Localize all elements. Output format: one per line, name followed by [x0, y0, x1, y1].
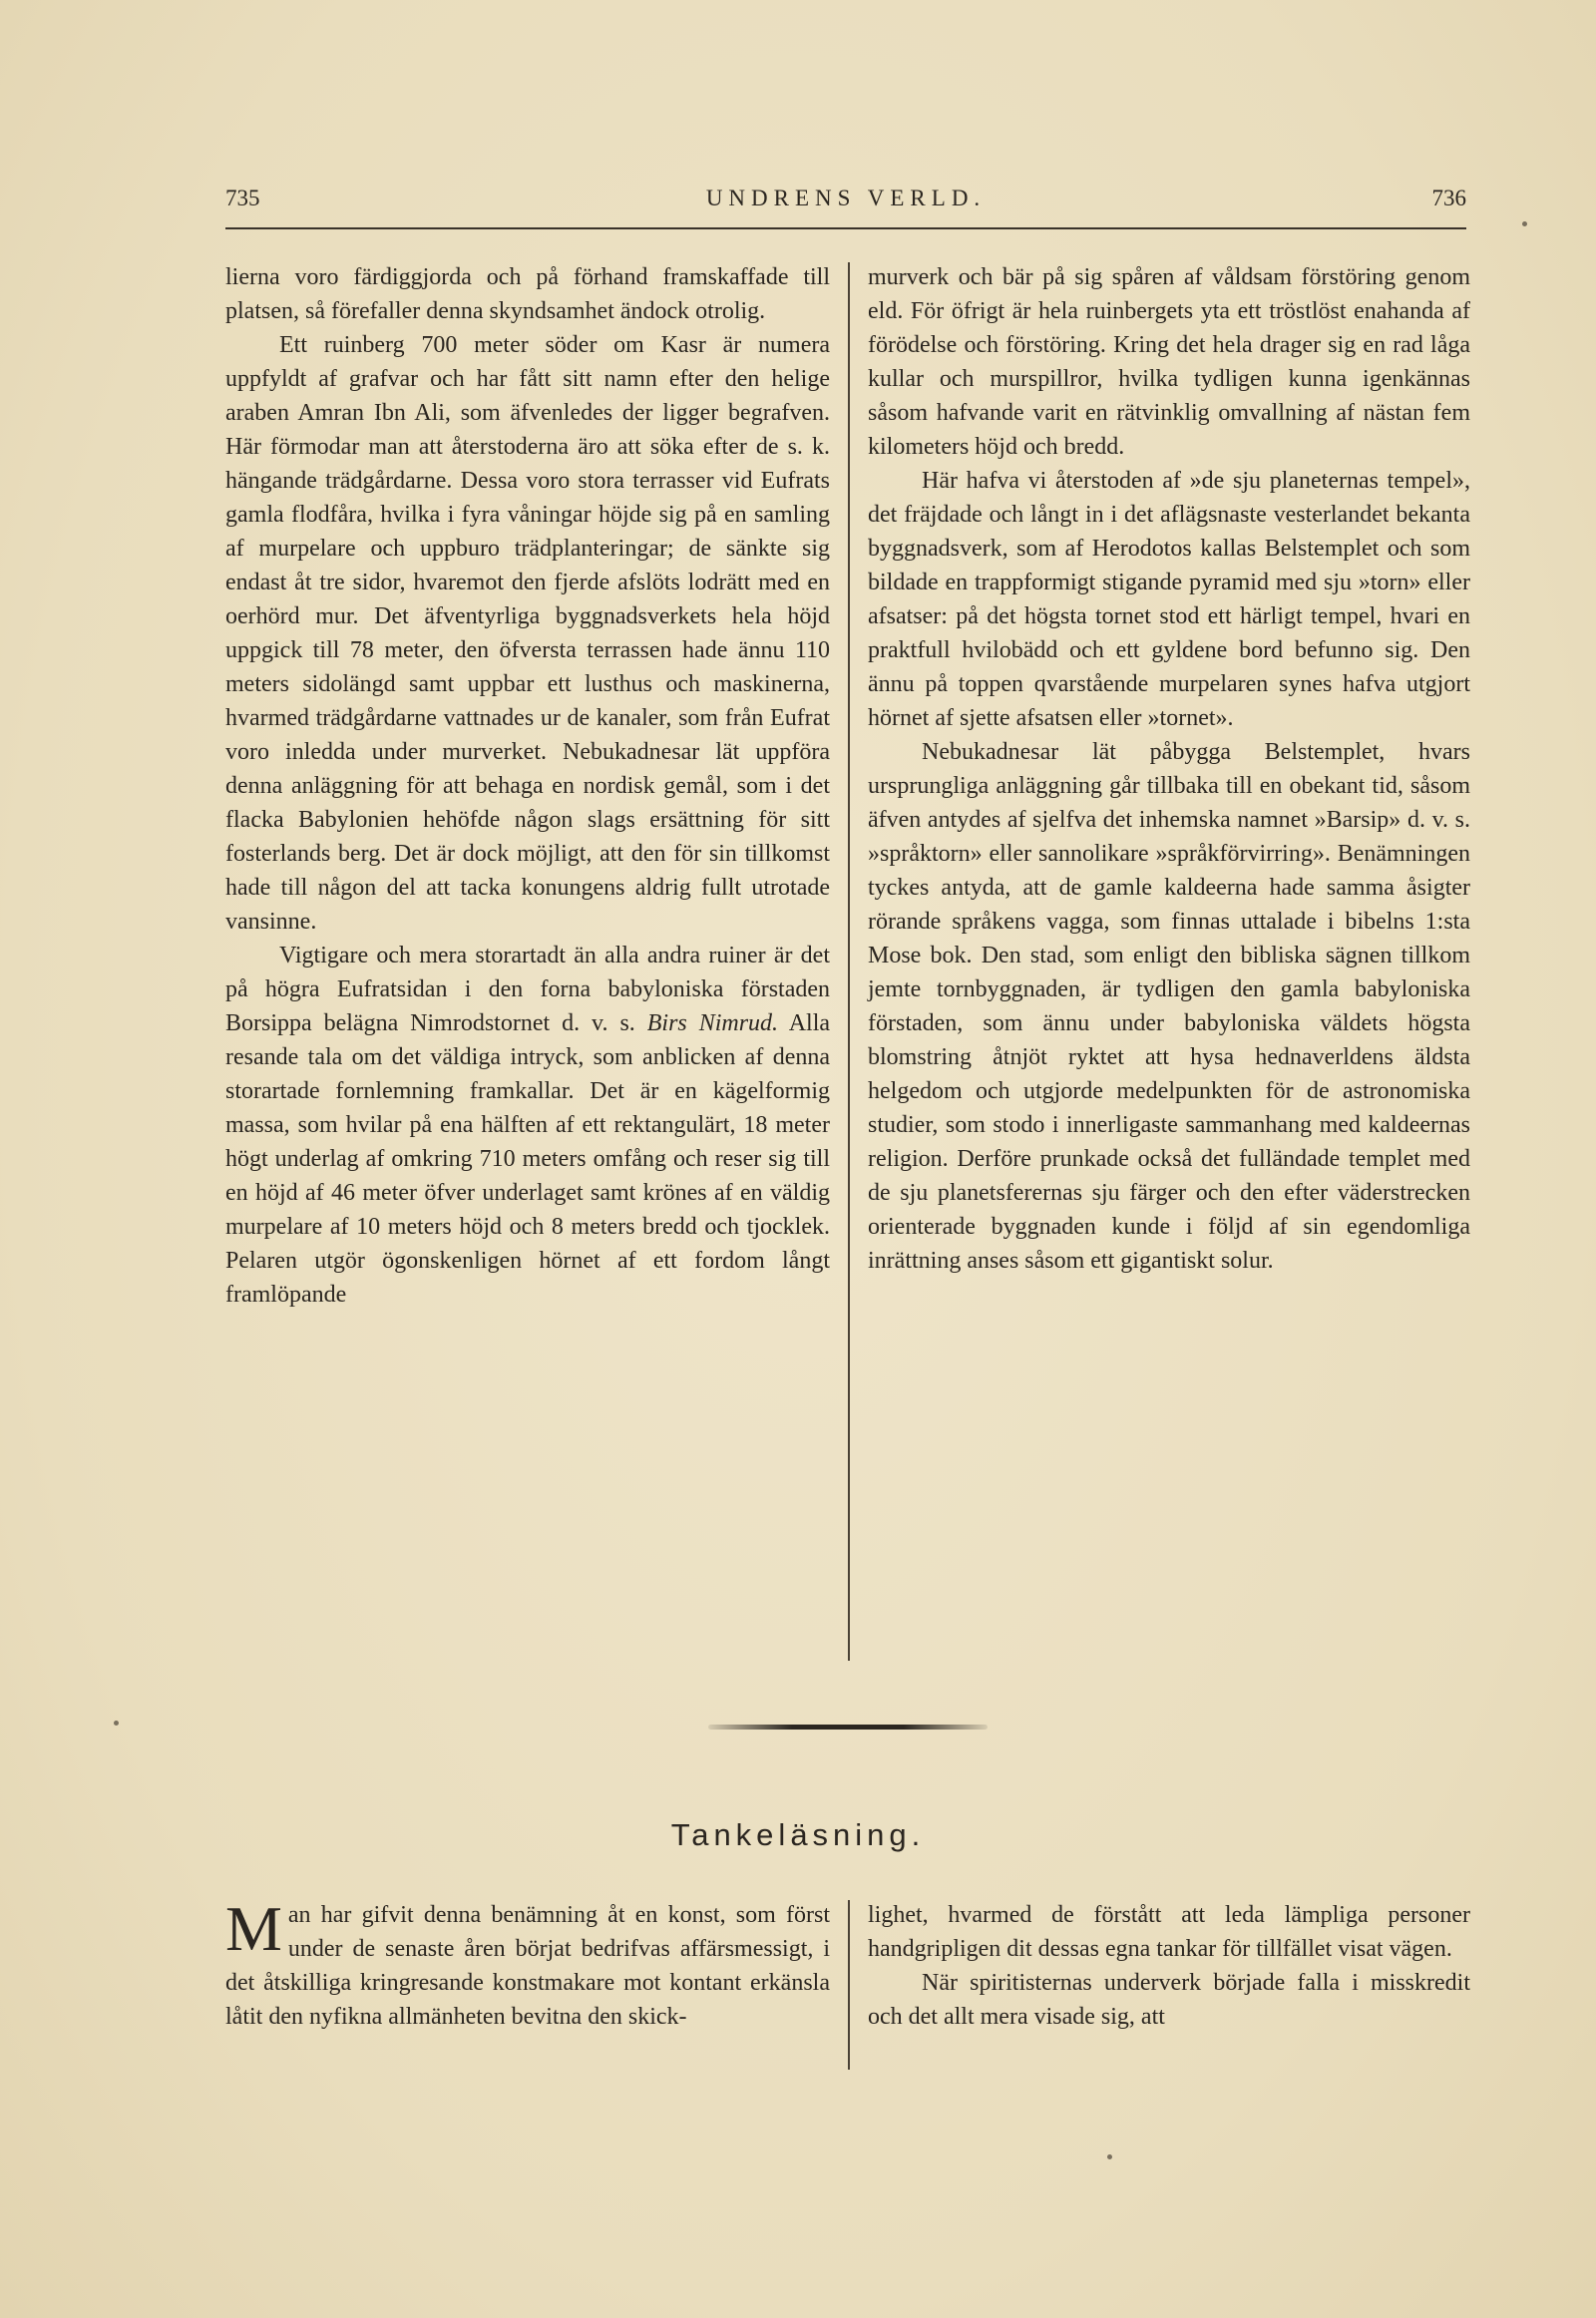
- paragraph: När spiritisternas underverk började falla i misskredit och det allt mera visade sig, att: [868, 1970, 1470, 2030]
- running-head: [225, 186, 1466, 225]
- article2-column-right: [868, 1898, 1470, 2034]
- paper-speck: [114, 1721, 119, 1726]
- article2-column-left: [225, 1893, 830, 2034]
- paper-speck: [1107, 2154, 1112, 2159]
- paragraph: Vigtigare och mera storartadt än alla andra ruiner är det på högra Eufratsidan i den forna babyloniska förstaden Borsippa belägna Nimrodstornet d. v. s. Birs Nimrud. Alla resande tala om det väldiga intryck, som anblicken af denna storartade fornlemning framkallar. Det är en kägelformig massa, som hvilar på ena hälften af ett rektangulärt, 18 meter högt underlag af omkring 710 meters omfång och reser sig till en höjd af 46 meter öfver underlaget samt krönes af en väldig murpelare af 10 meters höjd och 8 meters bredd och tjocklek. Pelaren utgör ögonskenligen hörnet af ett fordom långt framlöpande: [225, 943, 831, 1308]
- column-rule: [848, 1900, 850, 2070]
- paragraph: lighet, hvarmed de förstått att leda lämpliga personer handgripligen dit dessas egna tankar för tillfället visat vägen.: [868, 1902, 1470, 1962]
- column-rule: [848, 262, 850, 1661]
- italic-name: Birs Nimrud.: [646, 1010, 779, 1036]
- paragraph: Nebukadnesar lät påbygga Belstemplet, hvars ursprungliga anläggning går tillbaka till en obekant tid, såsom äfven antydes af sjelfva det inhemska namnet »Barsip» d. v. s. »språktorn» eller sannolikare »språkförvirring». Benämningen tyckes antyda, att de gamle kaldeerna hade samma åsigter rörande språkens vagga, som finnas uttalade i bibelns 1:sta Mose bok. Den stad, som enligt den bibliska sägnen tillkom jemte tornbyggnaden, är tydligen den gamla babyloniska förstaden, som ännu under babyloniska väldets högsta blomstring åtnjöt ryktet att hysa hednaverldens äldsta helgedom och utgjorde medelpunkten för de astronomiska studier, som stodo i innerligaste sammanhang med kaldeernas religion. Derföre prunkade också det fulländade templet med de sju planetsferernas sju färger och den efter väderstrecken orienterade byggnaden kunde i följd af sin egendomliga inrättning anses såsom ett gigantiskt solur.: [868, 739, 1470, 1274]
- journal-title: UNDRENS VERLD.: [705, 186, 987, 210]
- drop-cap: M: [225, 1893, 282, 1964]
- paragraph: murverk och bär på sig spåren af våldsam förstöring genom eld. För öfrigt är hela ruinbergets yta ett tröstlöst enahanda af förödelse och förstöring. Kring det hela drager sig en rad låga kullar och murspillror, hvilka tydligen kunna igenkännas såsom hafvande varit en rätvinklig omvallning af nästan fem kilometers höjd och bredd.: [868, 264, 1470, 460]
- section-divider: [708, 1725, 988, 1730]
- page-number-left: 735: [225, 186, 260, 210]
- paragraph: Ett ruinberg 700 meter söder om Kasr är numera uppfyldt af grafvar och har fått sitt namn efter den helige araben Amran Ibn Ali, som äfvenledes der ligger begrafven. Här förmodar man att återstoderna äro att söka efter de s. k. hängande trädgårdarne. Dessa voro stora terrasser vid Eufrats gamla flodfåra, hvilka i fyra våningar höjde sig på en samling af murpelare och uppburo trädplanteringar; de sänkte sig endast åt tre sidor, hvaremot den fjerde afslöts lodrätt med en oerhörd mur. Det äfventyrliga byggnadsverkets hela höjd uppgick till 78 meter, den öfversta terrassen hade ännu 110 meters sidolängd samt uppbar ett lusthus och maskinerna, hvarmed trädgårdarne vattnades ur de kanaler, som från Eufrat voro inledda under murverket. Nebukadnesar lät uppföra denna anläggning för att behaga en nordisk gemål, som i det flacka Babylonien hehöfde någon slags ersättning för sitt fosterlands berg. Det är dock möjligt, att den för sin tillkomst hade till någon del att tacka konungens aldrig fullt utrotade vansinne.: [225, 332, 830, 935]
- paragraph: Här hafva vi återstoden af »de sju planeternas tempel», det fräjdade och långt in i det aflägsnaste vesterlandet bekanta byggnadsverk, som af Herodotos kallas Belstemplet och som bildade en trappformigt stigande pyramid med sju »torn» eller afsatser: på det högsta tornet stod ett härligt tempel, hvari en praktfull hvilobädd och ett gyldene bord befunno sig. Den ännu på toppen qvarstående murpelaren synes hafva utgjort hörnet af sjette afsatsen eller »tornet».: [868, 468, 1470, 731]
- page-number-right: 736: [1431, 186, 1466, 210]
- paper-speck: [1522, 221, 1527, 226]
- article-column-right: [868, 260, 1470, 1278]
- paragraph: Man har gifvit denna benämning åt en konst, som först under de senaste åren börjat bedrifvas affärsmessigt, i det åtskilliga kringresande konstmakare mot kontant erkänsla låtit den nyfikna allmänheten bevitna den skick-: [225, 1893, 830, 2030]
- article-column-left: [225, 260, 830, 1312]
- article-title: Tankeläsning.: [670, 1817, 926, 1852]
- header-rule: [225, 227, 1466, 229]
- paragraph: lierna voro färdiggjorda och på förhand framskaffade till platsen, så förefaller denna skyndsamhet ändock otrolig.: [225, 264, 830, 324]
